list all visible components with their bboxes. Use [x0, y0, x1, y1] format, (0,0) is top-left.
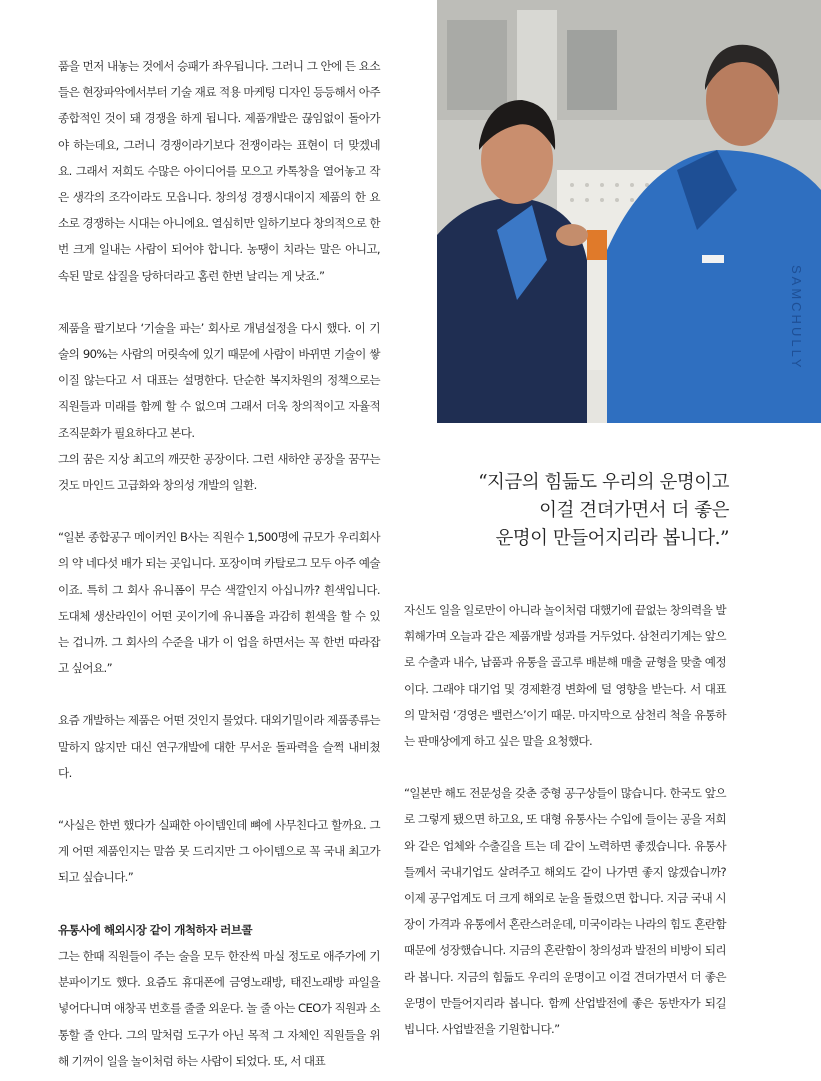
- paragraph: 품을 먼저 내놓는 것에서 승패가 좌우됩니다. 그러니 그 안에 든 요소들은 현장파악에서부터 기술 재료 적용 마케팅 디자인 등등해서 아주 종합적인 것이 돼 경쟁을 하게 됩니다. 제품개발은 끊임없이 돌아가야 하는데요, 그러니 경쟁이라기보다 전쟁이라는 표현이 더 맞겠네요. 그래서 저희도 수많은 아이디어를 모으고 카톡창을 열어놓고 작은 생각의 조각이라도 모읍니다. 창의성 경쟁시대이지 제품의 한 요소로 경쟁하는 시대는 아니에요. 열심히만 일하기보다 창의적으로 한번 크게 일내는 사람이 되어야 합니다. 농땡이 치라는 말은 아니고, 속된 말로 삽질을 당하더라고 홈런 한번 날리는 게 낫죠.”: [58, 59, 380, 283]
- paragraph: 그는 한때 직원들이 주는 술을 모두 한잔씩 마실 정도로 애주가에 기분파이기도 했다. 요즘도 휴대폰에 금영노래방, 태진노래방 파일을 넣어다니며 애창곡 번호를 줄줄 외운다. 놀 줄 아는 CEO가 직원과 소통할 줄 안다. 그의 말처럼 도구가 아닌 목적 그 자체인 직원들을 위해 기꺼이 일을 놀이처럼 하는 사람이 되었다. 또, 서 대표: [58, 948, 380, 1068]
- pull-quote-line: 운명이 만들어지리라 봅니다.”: [495, 528, 729, 549]
- paragraph: 요즘 개발하는 제품은 어떤 것인지 물었다. 대외기밀이라 제품종류는 말하지 않지만 대신 연구개발에 대한 무서운 돌파력을 슬쩍 내비쳤다.: [58, 713, 380, 780]
- pull-quote-line: “지금의 힘듦도 우리의 운명이고: [478, 472, 729, 493]
- pull-quote-line: 이걸 견뎌가면서 더 좋은: [539, 500, 729, 521]
- paragraph: 자신도 일을 일로만이 아니라 놀이처럼 대했기에 끝없는 창의력을 발휘해가며 오늘과 같은 제품개발 성과를 거두었다. 삼천리기계는 앞으로 수출과 내수, 납품과 유통을 골고루 배분해 매출 균형을 맞출 예정이다. 그래야 대기업 및 경제환경 변화에 덜 영향을 받는다. 서 대표의 말처럼 ‘경영은 밸런스’이기 때문. 마지막으로 삼천리 척을 유통하는 판매상에게 하고 싶은 말을 요청했다.: [404, 603, 726, 749]
- paragraph: “일본 종합공구 메이커인 B사는 직원수 1,500명에 규모가 우리회사의 약 네다섯 배가 되는 곳입니다. 포장이며 카탈로그 모두 아주 예술이죠. 특히 그 회사 유니폼이 무슨 색깔인지 아십니까? 흰색입니다. 도대체 생산라인이 어떤 곳이기에 유니폼을 과감히 흰색을 할 수 있는 겁니까. 그 회사의 수준을 내가 이 업을 하면서는 꼭 한번 따라잡고 싶어요.”: [58, 530, 380, 676]
- photo-two-workers: [437, 0, 821, 423]
- article-left-column: [58, 53, 380, 1074]
- article-right-column: [404, 597, 726, 1042]
- jacket-logo: SAMCHULLY: [789, 265, 804, 371]
- paragraph: “사실은 한번 했다가 실패한 아이템인데 뼈에 사무친다고 할까요. 그게 어떤 제품인지는 말씀 못 드리지만 그 아이템으로 꼭 국내 최고가 되고 싶습니다.”: [58, 818, 380, 885]
- pull-quote: [349, 469, 729, 553]
- photo-illustration: [437, 0, 821, 423]
- paragraph: 제품을 팔기보다 ‘기술을 파는’ 회사로 개념설정을 다시 했다. 이 기술의 90%는 사람의 머릿속에 있기 때문에 사람이 바뀌면 기술이 쌓이질 않는다고 서 대표는 설명한다. 단순한 복지차원의 정책으로는 직원들과 미래를 함께 할 수 없으며 그래서 더욱 창의적이고 자율적 조직문화가 필요하다고 본다.: [58, 320, 380, 440]
- section-subheading: 유통사에 해외시장 같이 개척하자 러브콜: [58, 922, 252, 937]
- paragraph: 그의 꿈은 지상 최고의 깨끗한 공장이다. 그런 새하얀 공장을 꿈꾸는 것도 마인드 고급화와 창의성 개발의 일환.: [58, 451, 380, 493]
- paragraph: “일본만 해도 전문성을 갖춘 중형 공구상들이 많습니다. 한국도 앞으로 그렇게 됐으면 하고요, 또 대형 유통사는 수입에 들이는 공을 저희와 같은 업체와 수출길을 트는 데 같이 노력하면 좋겠습니다. 유통사들께서 국내기업도 살려주고 해외도 같이 나가면 좋지 않겠습니까? 이제 공구업계도 더 크게 해외로 눈을 돌렸으면 합니다. 지금 국내 시장이 가격과 유통에서 혼란스러운데, 미국이라는 나라의 힘도 혼란함 때문에 성장했습니다. 지금의 혼란함이 창의성과 발전의 비방이 되리라 봅니다. 지금의 힘듦도 우리의 운명이고 이걸 견뎌가면서 더 좋은 운명이 만들어지리라 봅니다. 함께 산업발전에 좋은 동반자가 되길 빕니다. 사업발전을 기원합니다.”: [404, 786, 726, 1037]
